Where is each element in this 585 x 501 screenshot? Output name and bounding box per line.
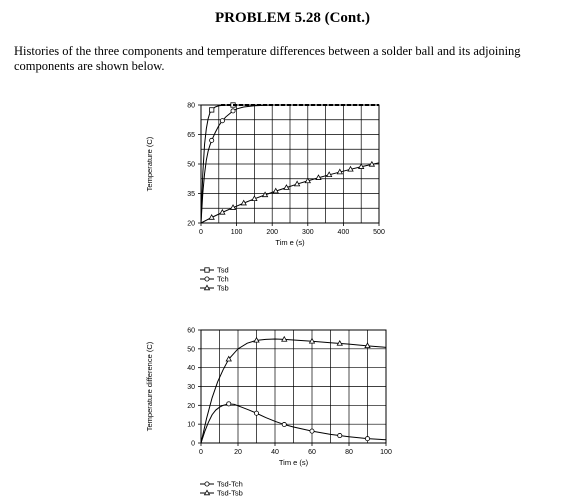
legend-marker bbox=[205, 268, 209, 272]
x-tick-label: 40 bbox=[271, 449, 279, 456]
legend-label: Tsd bbox=[217, 265, 229, 275]
legend-label: Tsb bbox=[217, 283, 229, 293]
series-point-tsd-tch bbox=[227, 402, 231, 406]
y-tick-label: 60 bbox=[187, 327, 195, 335]
x-tick-label: 100 bbox=[380, 449, 392, 456]
y-tick-label: 50 bbox=[187, 346, 195, 354]
x-tick-label: 0 bbox=[199, 229, 203, 236]
y-tick-label: 50 bbox=[187, 161, 195, 169]
chart-2 bbox=[145, 328, 392, 498]
intro-paragraph: Histories of the three components and temperature differences between a solder ball and its adjoining components are shown below. bbox=[14, 44, 521, 73]
series-point-tch bbox=[220, 119, 224, 123]
y-axis-label: Temperature (C) bbox=[145, 136, 154, 192]
y-tick-label: 80 bbox=[187, 102, 195, 110]
x-tick-label: 20 bbox=[234, 449, 242, 456]
series-point-tch bbox=[210, 138, 214, 142]
page-title: PROBLEM 5.28 (Cont.) bbox=[215, 10, 370, 26]
series-point-tsd-tch bbox=[254, 411, 258, 415]
series-point-tsd bbox=[209, 108, 213, 112]
y-tick-label: 20 bbox=[187, 402, 195, 410]
series-point-tsd-tch bbox=[338, 433, 342, 437]
x-tick-label: 0 bbox=[199, 449, 203, 456]
legend-label: Tsd-Tsb bbox=[217, 488, 243, 498]
x-tick-label: 500 bbox=[373, 229, 385, 236]
y-tick-label: 0 bbox=[191, 440, 195, 448]
y-tick-label: 20 bbox=[187, 220, 195, 228]
y-tick-label: 10 bbox=[187, 421, 195, 429]
y-tick-label: 40 bbox=[187, 365, 195, 373]
legend-label: Tsd-Tch bbox=[217, 479, 243, 489]
x-tick-label: 60 bbox=[308, 449, 316, 456]
x-tick-label: 400 bbox=[337, 229, 350, 236]
series-point-tsd-tch bbox=[310, 429, 314, 433]
x-tick-label: 80 bbox=[345, 449, 353, 456]
chart-1 bbox=[145, 103, 385, 293]
legend-marker bbox=[205, 482, 209, 486]
x-axis-label: Tim e (s) bbox=[275, 238, 305, 247]
x-tick-label: 200 bbox=[266, 229, 279, 236]
series-point-tsd-tch bbox=[365, 437, 369, 441]
series-point-tch bbox=[231, 109, 235, 113]
y-tick-label: 35 bbox=[187, 191, 195, 198]
legend-marker bbox=[205, 277, 209, 281]
x-tick-label: 300 bbox=[301, 229, 314, 236]
x-tick-label: 100 bbox=[230, 229, 243, 236]
x-axis-label: Tim e (s) bbox=[278, 458, 309, 467]
series-point-tsd-tch bbox=[282, 422, 286, 426]
legend-label: Tch bbox=[217, 274, 229, 284]
y-axis-label: Temperature difference (C) bbox=[145, 341, 154, 432]
y-tick-label: 65 bbox=[187, 132, 195, 139]
y-tick-label: 30 bbox=[187, 384, 195, 391]
